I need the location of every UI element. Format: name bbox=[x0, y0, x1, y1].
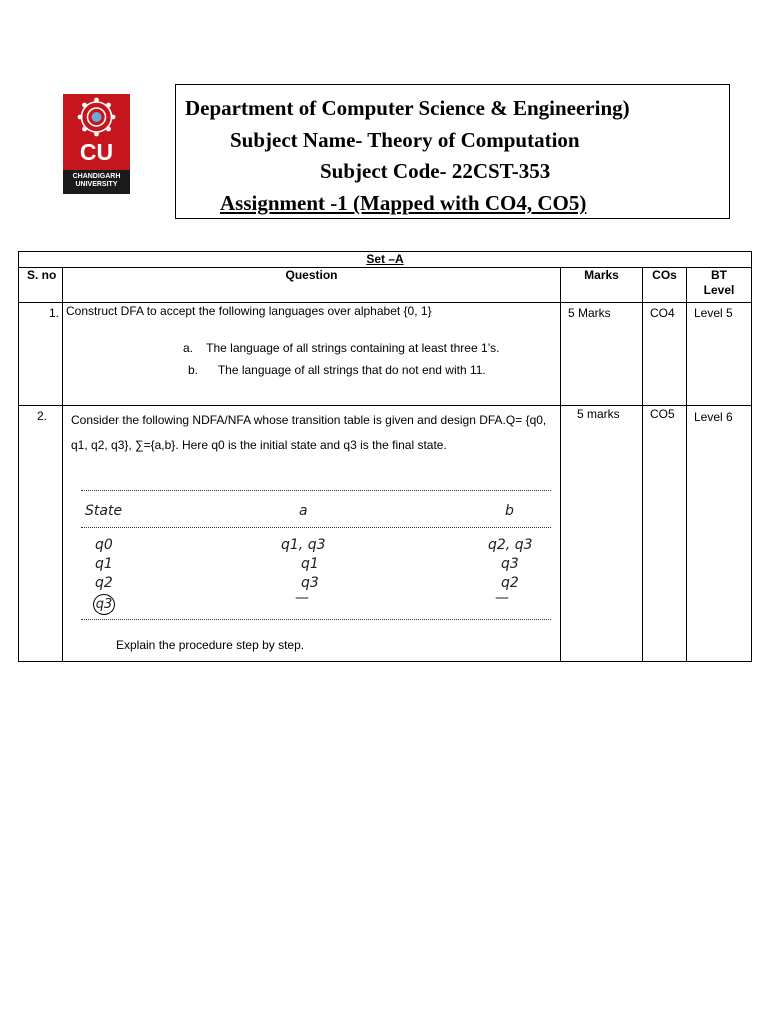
row-sno: 1. bbox=[19, 303, 63, 406]
assignment-table bbox=[18, 251, 752, 662]
subject-code: Subject Code- 22CST-353 bbox=[320, 159, 551, 183]
tt-cell-b: — bbox=[495, 590, 509, 606]
question-cell bbox=[63, 406, 561, 662]
table-row bbox=[19, 303, 752, 406]
row-marks: 5 Marks bbox=[561, 303, 643, 406]
row-bt-level: Level 6 bbox=[687, 406, 752, 662]
col-header-question: Question bbox=[63, 268, 561, 303]
table-rule bbox=[81, 490, 551, 491]
tt-cell-a: q1, q3 bbox=[281, 537, 326, 553]
tt-state: q1 bbox=[95, 556, 113, 572]
table-rule bbox=[81, 619, 551, 620]
gear-emblem-icon bbox=[73, 97, 120, 137]
row-marks: 5 marks bbox=[561, 406, 643, 662]
question-cell bbox=[63, 303, 561, 406]
transition-table bbox=[81, 490, 551, 620]
row-co: CO5 bbox=[643, 406, 687, 662]
set-row bbox=[19, 252, 752, 268]
tt-header-state: State bbox=[85, 503, 123, 519]
logo-name-line2: UNIVERSITY bbox=[75, 181, 118, 188]
tt-cell-a: q3 bbox=[301, 575, 319, 591]
logo-red-panel bbox=[63, 94, 130, 170]
tt-cell-a: — bbox=[295, 590, 309, 606]
department-title: Department of Computer Science & Engineering) bbox=[185, 96, 630, 120]
tt-cell-b: q3 bbox=[501, 556, 519, 572]
tt-header-b: b bbox=[505, 503, 514, 519]
university-logo bbox=[63, 94, 130, 194]
logo-name-line1: CHANDIGARH bbox=[72, 173, 121, 180]
sub-question-a bbox=[183, 341, 499, 355]
logo-name-panel bbox=[63, 170, 130, 194]
header-box bbox=[175, 84, 730, 219]
set-label: Set –A bbox=[366, 252, 404, 266]
row-sno: 2. bbox=[19, 406, 63, 662]
logo-mark: CU bbox=[79, 139, 114, 165]
col-header-bt-level bbox=[687, 268, 752, 303]
question-text: Consider the following NDFA/NFA whose transition table is given and design DFA.Q= {q0, q1, q2, q3}, ∑={a,b}. Here q0 is the initial state and q3 is the final state. bbox=[71, 413, 547, 452]
col-header-sno: S. no bbox=[19, 268, 63, 303]
col-header-marks: Marks bbox=[561, 268, 643, 303]
explain-text: Explain the procedure step by step. bbox=[116, 638, 305, 652]
sub-question-b-letter: b. bbox=[188, 363, 199, 377]
subject-name: Subject Name- Theory of Computation bbox=[230, 128, 580, 152]
sub-question-a-text: The language of all strings containing at least three 1’s. bbox=[206, 341, 500, 355]
row-co: CO4 bbox=[643, 303, 687, 406]
table-row bbox=[19, 406, 752, 662]
col-header-cos: COs bbox=[643, 268, 687, 303]
table-rule bbox=[81, 527, 551, 528]
question-text: Construct DFA to accept the following languages over alphabet {0, 1} bbox=[66, 304, 432, 318]
sub-question-b bbox=[188, 363, 486, 377]
row-bt-level: Level 5 bbox=[687, 303, 752, 406]
col-header-bt: BT bbox=[711, 268, 727, 282]
tt-cell-b: q2 bbox=[501, 575, 519, 591]
tt-cell-a: q1 bbox=[301, 556, 319, 572]
header-row bbox=[19, 268, 752, 303]
set-label-cell bbox=[19, 252, 752, 268]
sub-question-b-text: The language of all strings that do not end with 11. bbox=[217, 363, 486, 377]
tt-final-state: q3 bbox=[93, 594, 115, 615]
assignment-title: Assignment -1 (Mapped with CO4, CO5) bbox=[220, 191, 587, 215]
tt-state: q0 bbox=[95, 537, 113, 553]
tt-cell-b: q2, q3 bbox=[488, 537, 533, 553]
tt-header-a: a bbox=[299, 503, 308, 519]
sub-question-a-letter: a. bbox=[183, 341, 194, 355]
tt-state: q2 bbox=[95, 575, 113, 591]
col-header-level: Level bbox=[703, 283, 735, 297]
